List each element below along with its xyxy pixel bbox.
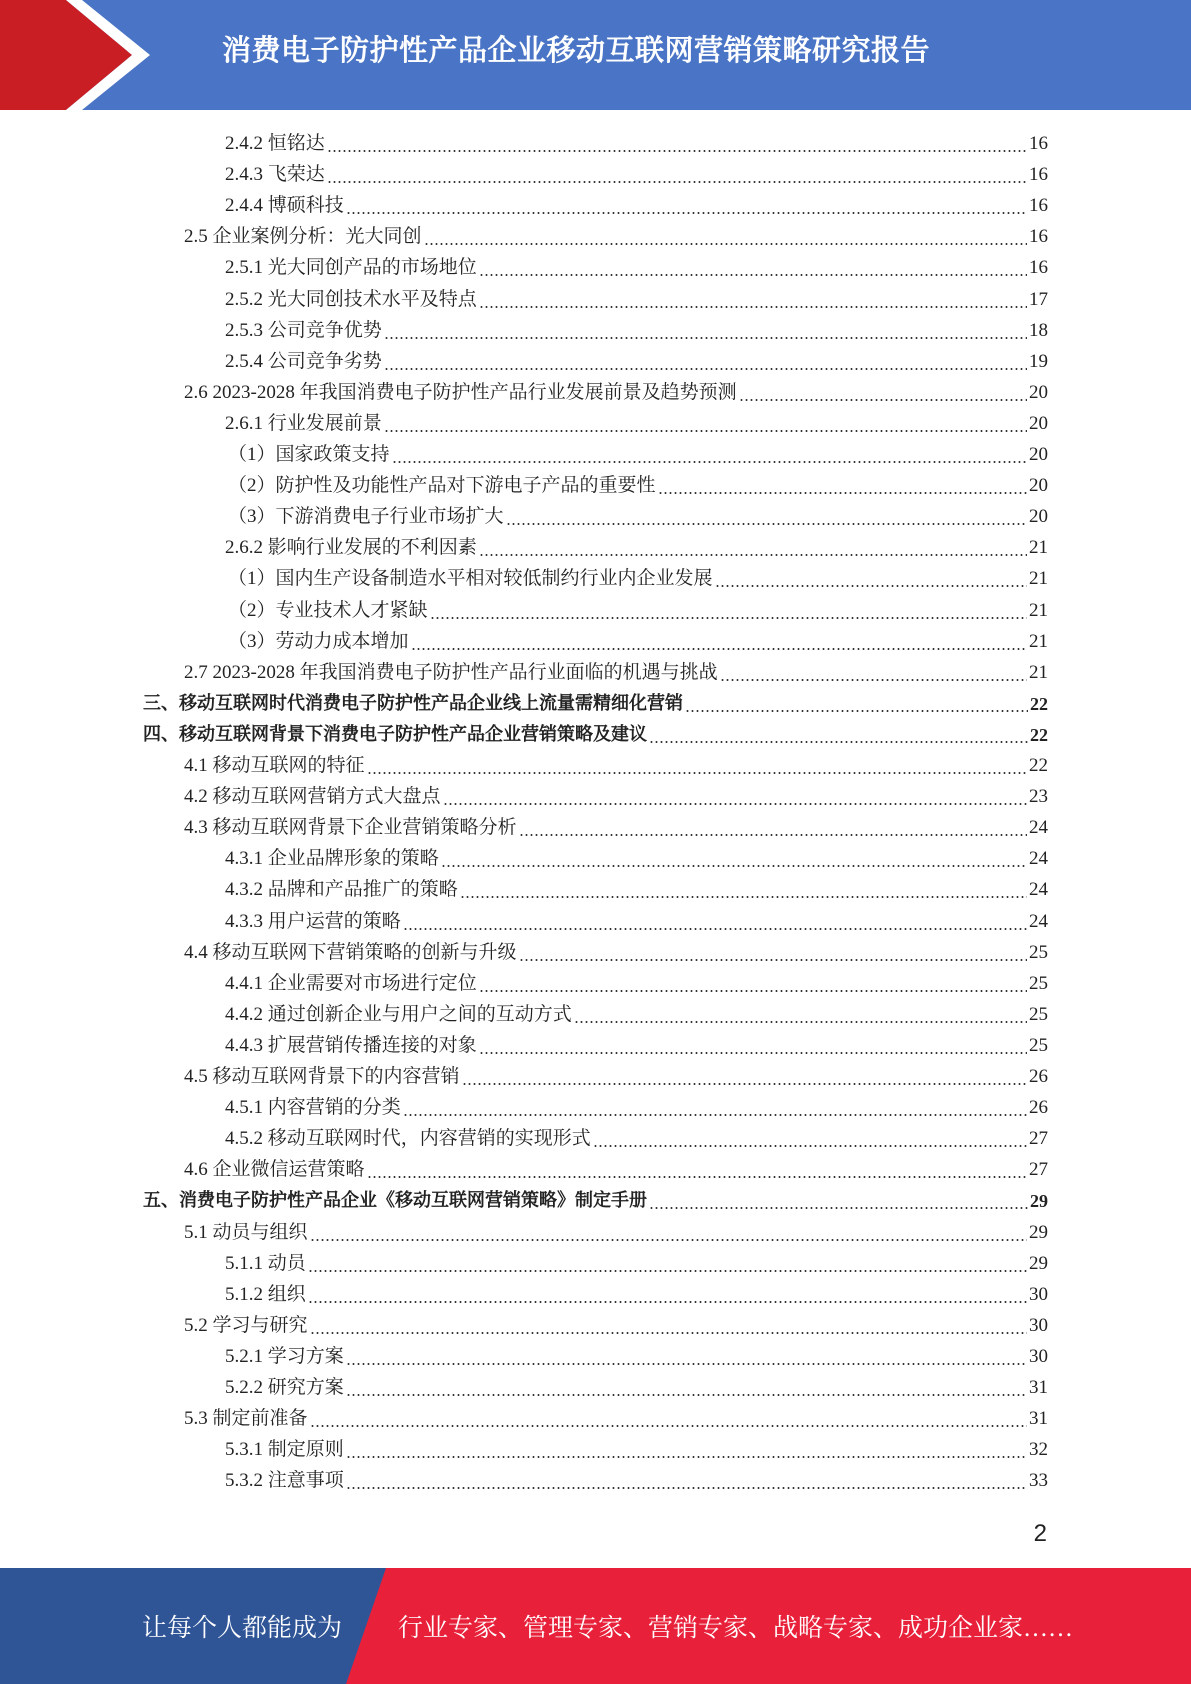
toc-leader-dots	[384, 412, 1027, 436]
toc-entry-title: 4.3.2 品牌和产品推广的策略	[225, 879, 458, 900]
toc-entry-title: 2.5.4 公司竞争劣势	[225, 351, 382, 372]
toc-entry-title: 4.3 移动互联网背景下企业营销策略分析	[184, 817, 517, 838]
toc-leader-dots	[346, 1469, 1027, 1493]
toc-entry-page: 30	[1029, 1315, 1048, 1336]
toc-leader-dots	[519, 816, 1027, 840]
toc-leader-dots	[327, 132, 1027, 156]
toc-leader-dots	[310, 1314, 1027, 1338]
toc-leader-dots	[430, 599, 1027, 623]
toc-leader-dots	[685, 692, 1028, 716]
toc-entry-title: 4.4.2 通过创新企业与用户之间的互动方式	[225, 1004, 572, 1025]
toc-entry[interactable]	[225, 408, 1048, 436]
toc-entry-page: 21	[1029, 631, 1048, 652]
toc-entry-title: 5.1.1 动员	[225, 1253, 306, 1274]
toc-entry-title: 2.6 2023-2028 年我国消费电子防护性产品行业发展前景及趋势预测	[184, 382, 737, 403]
toc-entry[interactable]	[143, 719, 1048, 747]
toc-entry[interactable]	[184, 377, 1048, 405]
toc-entry[interactable]	[184, 750, 1048, 778]
toc-entry-page: 23	[1029, 786, 1048, 807]
toc-leader-dots	[367, 754, 1027, 778]
toc-entry-page: 16	[1029, 226, 1048, 247]
toc-entry-title: （3）下游消费电子行业市场扩大	[228, 506, 504, 527]
toc-entry-title: （2）专业技术人才紧缺	[228, 600, 428, 621]
toc-entry-title: 5.3.1 制定原则	[225, 1439, 344, 1460]
toc-leader-dots	[310, 1407, 1027, 1431]
toc-entry-page: 25	[1029, 1004, 1048, 1025]
toc-leader-dots	[403, 1096, 1027, 1120]
toc-entry-page: 26	[1029, 1066, 1048, 1087]
toc-entry-title: 4.3.1 企业品牌形象的策略	[225, 848, 439, 869]
toc-entry-page: 33	[1029, 1470, 1048, 1491]
toc-entry-page: 24	[1029, 911, 1048, 932]
toc-entry-page: 25	[1029, 942, 1048, 963]
toc-entry-title: 4.5.1 内容营销的分类	[225, 1097, 401, 1118]
toc-entry[interactable]	[225, 532, 1048, 560]
toc-entry[interactable]	[228, 439, 1048, 467]
toc-leader-dots	[479, 972, 1027, 996]
toc-entry[interactable]	[228, 595, 1048, 623]
toc-entry-page: 30	[1029, 1284, 1048, 1305]
toc-entry-page: 22	[1030, 725, 1048, 745]
toc-leader-dots	[346, 1345, 1027, 1369]
toc-entry-title: 4.5.2 移动互联网时代，内容营销的实现形式	[225, 1128, 591, 1149]
toc-entry[interactable]	[225, 968, 1048, 996]
toc-leader-dots	[443, 785, 1027, 809]
toc-entry-page: 22	[1030, 694, 1048, 714]
toc-entry[interactable]	[184, 937, 1048, 965]
toc-entry-title: 5.2 学习与研究	[184, 1315, 308, 1336]
footer-slogan-left: 让每个人都能成为	[142, 1615, 343, 1642]
toc-entry-page: 26	[1029, 1097, 1048, 1118]
toc-leader-dots	[384, 319, 1027, 343]
toc-leader-dots	[649, 723, 1028, 747]
toc-entry[interactable]	[184, 1217, 1048, 1245]
toc-entry[interactable]	[225, 1030, 1048, 1058]
toc-entry-title: （2）防护性及功能性产品对下游电子产品的重要性	[228, 475, 656, 496]
toc-entry-page: 20	[1029, 506, 1048, 527]
toc-entry-title: 四、移动互联网背景下消费电子防护性产品企业营销策略及建议	[143, 724, 647, 745]
toc-entry[interactable]	[225, 1465, 1048, 1493]
toc-entry[interactable]	[225, 346, 1048, 374]
toc-entry-title: 5.3 制定前准备	[184, 1408, 308, 1429]
toc-entry-page: 20	[1029, 444, 1048, 465]
toc-entry-page: 25	[1029, 973, 1048, 994]
page-header	[0, 0, 1191, 110]
toc-entry[interactable]	[225, 252, 1048, 280]
toc-entry-page: 31	[1029, 1377, 1048, 1398]
toc-entry-title: 5.3.2 注意事项	[225, 1470, 344, 1491]
toc-entry-page: 16	[1029, 164, 1048, 185]
toc-entry-title: 2.5.1 光大同创产品的市场地位	[225, 257, 477, 278]
toc-leader-dots	[479, 1034, 1027, 1058]
toc-entry-page: 17	[1029, 289, 1048, 310]
toc-entry-page: 21	[1029, 537, 1048, 558]
toc-entry[interactable]	[184, 1403, 1048, 1431]
toc-leader-dots	[310, 1221, 1027, 1245]
toc-leader-dots	[519, 941, 1027, 965]
toc-leader-dots	[739, 381, 1027, 405]
toc-entry[interactable]	[225, 843, 1048, 871]
toc-entry-page: 31	[1029, 1408, 1048, 1429]
toc-entry-page: 21	[1029, 568, 1048, 589]
toc-leader-dots	[479, 256, 1027, 280]
toc-entry-title: 5.2.1 学习方案	[225, 1346, 344, 1367]
toc-entry[interactable]	[225, 1123, 1048, 1151]
toc-entry[interactable]	[225, 284, 1048, 312]
toc-entry[interactable]	[225, 874, 1048, 902]
toc-entry[interactable]	[225, 159, 1048, 187]
toc-leader-dots	[658, 474, 1027, 498]
toc-entry-page: 30	[1029, 1346, 1048, 1367]
toc-entry[interactable]	[184, 1310, 1048, 1338]
toc-entry-page: 24	[1029, 879, 1048, 900]
toc-leader-dots	[715, 567, 1027, 591]
toc-leader-dots	[593, 1127, 1027, 1151]
toc-entry[interactable]	[184, 1061, 1048, 1089]
toc-entry-title: 2.7 2023-2028 年我国消费电子防护性产品行业面临的机遇与挑战	[184, 662, 718, 683]
toc-entry-page: 29	[1029, 1222, 1048, 1243]
toc-entry[interactable]	[228, 626, 1048, 654]
toc-entry-title: 4.2 移动互联网营销方式大盘点	[184, 786, 441, 807]
toc-entry[interactable]	[184, 1154, 1048, 1182]
toc-leader-dots	[346, 194, 1027, 218]
toc-entry[interactable]	[143, 688, 1048, 716]
toc-entry-title: 三、移动互联网时代消费电子防护性产品企业线上流量需精细化营销	[143, 693, 683, 714]
toc-entry-title: 4.4 移动互联网下营销策略的创新与升级	[184, 942, 517, 963]
toc-entry[interactable]	[225, 1248, 1048, 1276]
toc-leader-dots	[367, 1158, 1027, 1182]
toc-entry-page: 20	[1029, 475, 1048, 496]
toc-entry-title: 4.5 移动互联网背景下的内容营销	[184, 1066, 460, 1087]
toc-leader-dots	[308, 1283, 1027, 1307]
toc-entry-page: 20	[1029, 413, 1048, 434]
toc-entry[interactable]	[228, 501, 1048, 529]
toc-entry[interactable]	[184, 781, 1048, 809]
toc-entry-title: 2.5.3 公司竞争优势	[225, 320, 382, 341]
toc-entry-title: 五、消费电子防护性产品企业《移动互联网营销策略》制定手册	[143, 1190, 647, 1211]
toc-entry-page: 32	[1029, 1439, 1048, 1460]
toc-entry-page: 19	[1029, 351, 1048, 372]
toc-entry-title: 2.6.2 影响行业发展的不利因素	[225, 537, 477, 558]
footer-slogan-right: 行业专家、管理专家、营销专家、战略专家、成功企业家……	[398, 1615, 1074, 1642]
toc-leader-dots	[506, 505, 1027, 529]
toc-entry[interactable]	[225, 1372, 1048, 1400]
toc-leader-dots	[460, 878, 1027, 902]
toc-entry-title: （1）国内生产设备制造水平相对较低制约行业内企业发展	[228, 568, 713, 589]
toc-entry-page: 27	[1029, 1128, 1048, 1149]
toc-entry[interactable]	[228, 470, 1048, 498]
toc-entry-title: 2.4.4 博硕科技	[225, 195, 344, 216]
toc-entry-page: 21	[1029, 662, 1048, 683]
toc-entry[interactable]	[143, 1185, 1048, 1213]
toc-entry[interactable]	[225, 1434, 1048, 1462]
toc-leader-dots	[649, 1189, 1028, 1213]
toc-entry[interactable]	[225, 128, 1048, 156]
toc-entry-title: 2.4.2 恒铭达	[225, 133, 325, 154]
toc-entry[interactable]	[184, 221, 1048, 249]
toc-entry[interactable]	[225, 1279, 1048, 1307]
toc-entry-page: 16	[1029, 257, 1048, 278]
toc-leader-dots	[424, 225, 1027, 249]
toc-leader-dots	[441, 847, 1027, 871]
toc-entry[interactable]	[225, 999, 1048, 1027]
toc-entry-title: 4.4.3 扩展营销传播连接的对象	[225, 1035, 477, 1056]
toc-leader-dots	[479, 536, 1027, 560]
toc-entry-title: 2.5.2 光大同创技术水平及特点	[225, 289, 477, 310]
toc-entry-page: 27	[1029, 1159, 1048, 1180]
toc-entry-page: 24	[1029, 848, 1048, 869]
toc-entry-page: 29	[1030, 1191, 1048, 1211]
toc-leader-dots	[392, 443, 1027, 467]
toc-entry-title: 5.1 动员与组织	[184, 1222, 308, 1243]
toc-entry[interactable]	[225, 315, 1048, 343]
toc-entry[interactable]	[184, 812, 1048, 840]
toc-entry-page: 25	[1029, 1035, 1048, 1056]
toc-entry-title: 2.5 企业案例分析：光大同创	[184, 226, 422, 247]
toc-entry[interactable]	[225, 1341, 1048, 1369]
page-number: 2	[1033, 1520, 1047, 1547]
toc-leader-dots	[574, 1003, 1027, 1027]
toc-leader-dots	[411, 630, 1027, 654]
toc-leader-dots	[308, 1252, 1027, 1276]
toc-entry[interactable]	[225, 1092, 1048, 1120]
toc-entry-page: 16	[1029, 195, 1048, 216]
toc-entry-title: （1）国家政策支持	[228, 444, 390, 465]
toc-entry[interactable]	[184, 657, 1048, 685]
toc-entry-title: 4.6 企业微信运营策略	[184, 1159, 365, 1180]
toc-entry-title: 4.4.1 企业需要对市场进行定位	[225, 973, 477, 994]
toc-entry-title: 2.4.3 飞荣达	[225, 164, 325, 185]
toc-entry-page: 20	[1029, 382, 1048, 403]
toc-entry-title: 4.3.3 用户运营的策略	[225, 911, 401, 932]
toc-entry[interactable]	[225, 906, 1048, 934]
toc-entry[interactable]	[228, 563, 1048, 591]
toc-leader-dots	[462, 1065, 1027, 1089]
report-title: 消费电子防护性产品企业移动互联网营销策略研究报告	[222, 33, 931, 67]
toc-leader-dots	[384, 350, 1027, 374]
toc-entry-title: 5.1.2 组织	[225, 1284, 306, 1305]
toc-leader-dots	[720, 661, 1027, 685]
toc-leader-dots	[327, 163, 1027, 187]
toc-leader-dots	[346, 1438, 1027, 1462]
toc-leader-dots	[403, 910, 1027, 934]
toc-entry-page: 22	[1029, 755, 1048, 776]
toc-entry-title: 2.6.1 行业发展前景	[225, 413, 382, 434]
toc-leader-dots	[479, 288, 1027, 312]
toc-entry-title: 5.2.2 研究方案	[225, 1377, 344, 1398]
toc-leader-dots	[346, 1376, 1027, 1400]
toc-entry-page: 24	[1029, 817, 1048, 838]
toc-entry-page: 29	[1029, 1253, 1048, 1274]
toc-entry-title: （3）劳动力成本增加	[228, 631, 409, 652]
toc-entry-page: 16	[1029, 133, 1048, 154]
page-footer	[0, 1568, 1191, 1684]
toc-entry-page: 21	[1029, 600, 1048, 621]
toc-entry-page: 18	[1029, 320, 1048, 341]
toc-entry[interactable]	[225, 190, 1048, 218]
toc-entry-title: 4.1 移动互联网的特征	[184, 755, 365, 776]
